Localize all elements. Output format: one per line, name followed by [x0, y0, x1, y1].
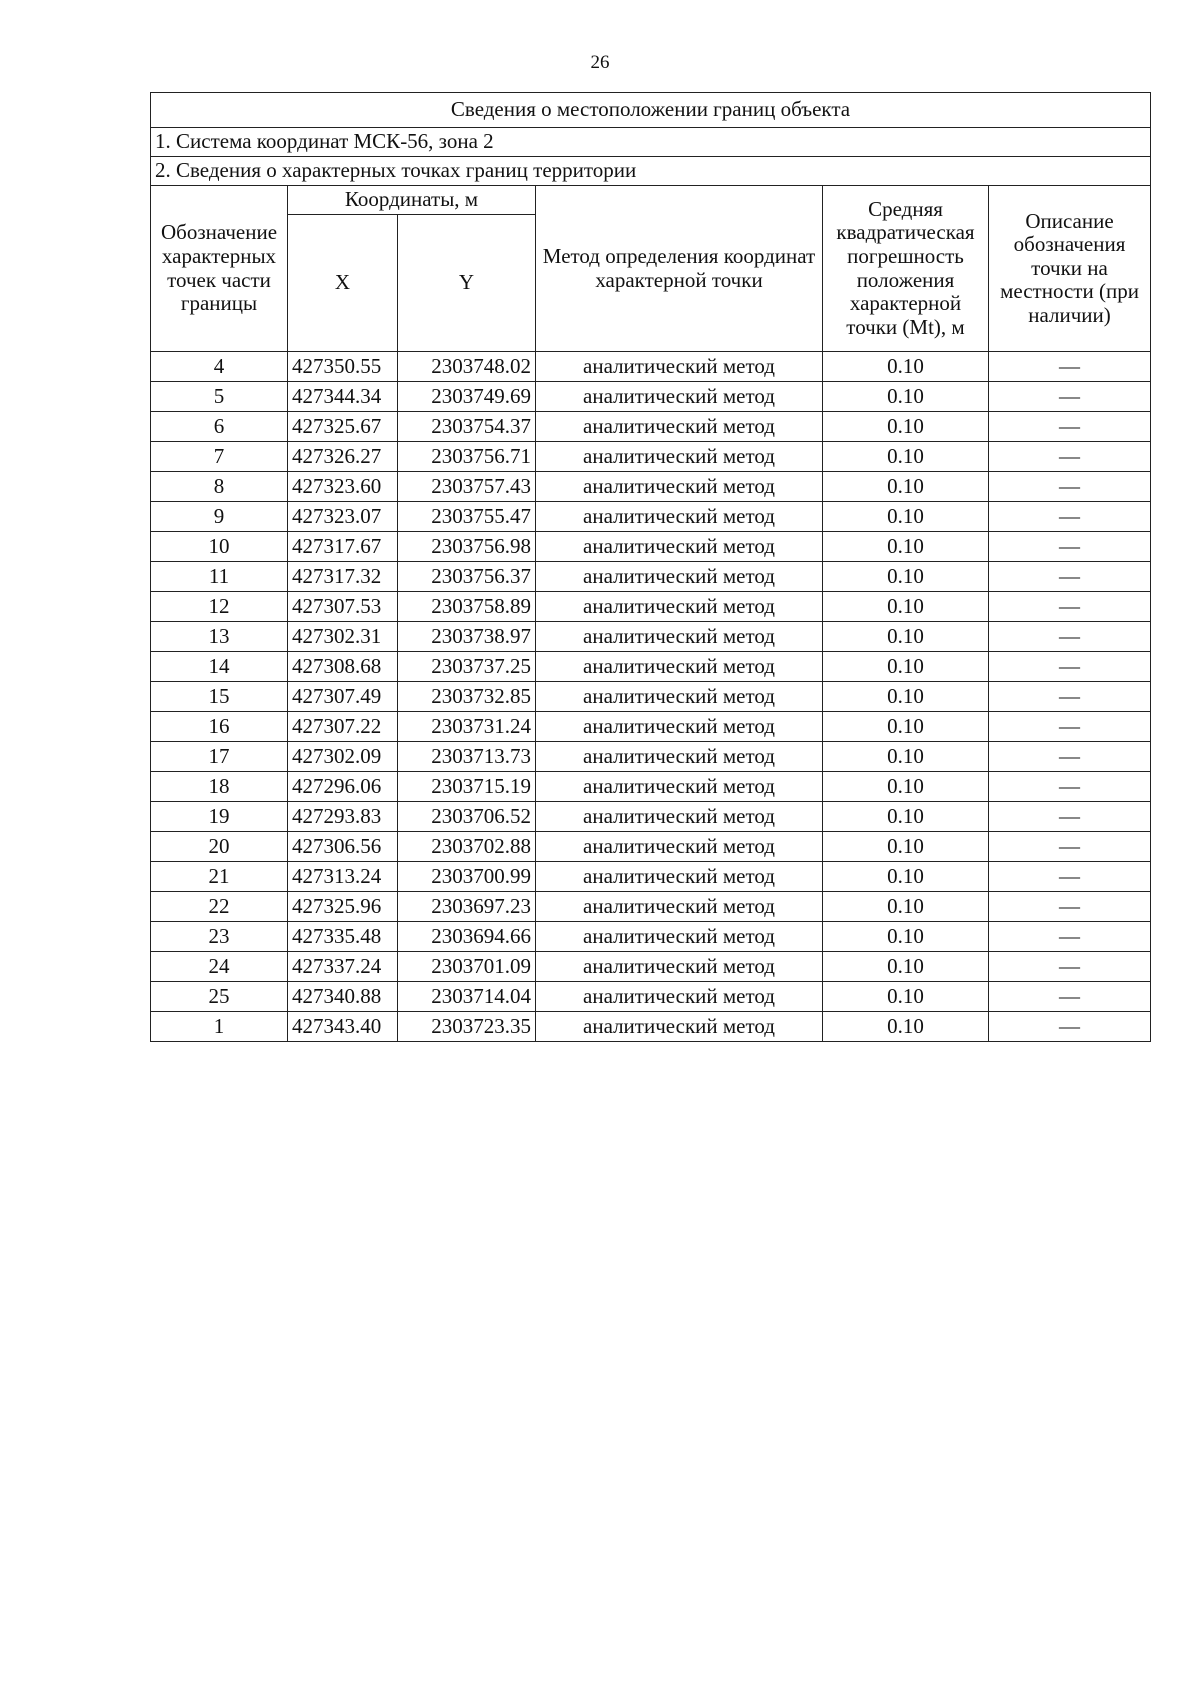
coordinate-system-line: 1. Система координат МСК-56, зона 2 — [151, 128, 1151, 157]
method-cell: аналитический метод — [536, 622, 823, 652]
description-cell: — — [989, 562, 1151, 592]
y-cell: 2303748.02 — [398, 352, 536, 382]
description-cell: — — [989, 652, 1151, 682]
description-cell: — — [989, 922, 1151, 952]
method-cell: аналитический метод — [536, 742, 823, 772]
y-cell: 2303732.85 — [398, 682, 536, 712]
y-cell: 2303756.98 — [398, 532, 536, 562]
y-cell: 2303755.47 — [398, 502, 536, 532]
table-row — [151, 652, 1151, 682]
point-cell: 10 — [151, 532, 288, 562]
section-line: 2. Сведения о характерных точках границ территории — [151, 157, 1151, 186]
point-cell: 5 — [151, 382, 288, 412]
description-cell: — — [989, 532, 1151, 562]
x-cell: 427317.67 — [288, 532, 398, 562]
x-cell: 427307.22 — [288, 712, 398, 742]
y-cell: 2303714.04 — [398, 982, 536, 1012]
point-cell: 4 — [151, 352, 288, 382]
method-cell: аналитический метод — [536, 502, 823, 532]
description-cell: — — [989, 502, 1151, 532]
method-cell: аналитический метод — [536, 382, 823, 412]
x-cell: 427343.40 — [288, 1012, 398, 1042]
point-cell: 12 — [151, 592, 288, 622]
table-row — [151, 712, 1151, 742]
point-cell: 19 — [151, 802, 288, 832]
point-cell: 1 — [151, 1012, 288, 1042]
table-row — [151, 982, 1151, 1012]
x-cell: 427306.56 — [288, 832, 398, 862]
table-row — [151, 832, 1151, 862]
y-cell: 2303713.73 — [398, 742, 536, 772]
point-cell: 21 — [151, 862, 288, 892]
table-row — [151, 532, 1151, 562]
description-cell: — — [989, 352, 1151, 382]
y-cell: 2303754.37 — [398, 412, 536, 442]
method-cell: аналитический метод — [536, 862, 823, 892]
header-point: Обозначение характерных точек части границы — [151, 186, 288, 352]
x-cell: 427317.32 — [288, 562, 398, 592]
description-cell: — — [989, 982, 1151, 1012]
mt-cell: 0.10 — [823, 952, 989, 982]
mt-cell: 0.10 — [823, 532, 989, 562]
mt-cell: 0.10 — [823, 352, 989, 382]
table-row — [151, 592, 1151, 622]
header-description: Описание обозначения точки на местности (при наличии) — [989, 186, 1151, 352]
mt-cell: 0.10 — [823, 742, 989, 772]
mt-cell: 0.10 — [823, 652, 989, 682]
x-cell: 427350.55 — [288, 352, 398, 382]
x-cell: 427293.83 — [288, 802, 398, 832]
point-cell: 16 — [151, 712, 288, 742]
y-cell: 2303694.66 — [398, 922, 536, 952]
point-cell: 7 — [151, 442, 288, 472]
table-row — [151, 382, 1151, 412]
method-cell: аналитический метод — [536, 532, 823, 562]
method-cell: аналитический метод — [536, 832, 823, 862]
y-cell: 2303702.88 — [398, 832, 536, 862]
table-row — [151, 472, 1151, 502]
point-cell: 22 — [151, 892, 288, 922]
table-row — [151, 442, 1151, 472]
point-cell: 13 — [151, 622, 288, 652]
mt-cell: 0.10 — [823, 712, 989, 742]
description-cell: — — [989, 622, 1151, 652]
header-method: Метод определения координат характерной точки — [536, 186, 823, 352]
method-cell: аналитический метод — [536, 712, 823, 742]
table-row — [151, 922, 1151, 952]
method-cell: аналитический метод — [536, 412, 823, 442]
y-cell: 2303701.09 — [398, 952, 536, 982]
x-cell: 427302.31 — [288, 622, 398, 652]
mt-cell: 0.10 — [823, 502, 989, 532]
table-row — [151, 772, 1151, 802]
table-body — [151, 352, 1151, 1042]
method-cell: аналитический метод — [536, 982, 823, 1012]
table-row — [151, 682, 1151, 712]
mt-cell: 0.10 — [823, 922, 989, 952]
description-cell: — — [989, 742, 1151, 772]
point-cell: 6 — [151, 412, 288, 442]
point-cell: 14 — [151, 652, 288, 682]
description-cell: — — [989, 442, 1151, 472]
table-row — [151, 1012, 1151, 1042]
method-cell: аналитический метод — [536, 922, 823, 952]
table-row — [151, 802, 1151, 832]
description-cell: — — [989, 472, 1151, 502]
y-cell: 2303723.35 — [398, 1012, 536, 1042]
method-cell: аналитический метод — [536, 772, 823, 802]
point-cell: 18 — [151, 772, 288, 802]
x-cell: 427337.24 — [288, 952, 398, 982]
table-row — [151, 742, 1151, 772]
description-cell: — — [989, 772, 1151, 802]
method-cell: аналитический метод — [536, 442, 823, 472]
method-cell: аналитический метод — [536, 352, 823, 382]
method-cell: аналитический метод — [536, 652, 823, 682]
mt-cell: 0.10 — [823, 562, 989, 592]
method-cell: аналитический метод — [536, 892, 823, 922]
point-cell: 20 — [151, 832, 288, 862]
mt-cell: 0.10 — [823, 832, 989, 862]
x-cell: 427344.34 — [288, 382, 398, 412]
mt-cell: 0.10 — [823, 442, 989, 472]
y-cell: 2303738.97 — [398, 622, 536, 652]
y-cell: 2303757.43 — [398, 472, 536, 502]
x-cell: 427325.96 — [288, 892, 398, 922]
description-cell: — — [989, 952, 1151, 982]
x-cell: 427307.53 — [288, 592, 398, 622]
y-cell: 2303700.99 — [398, 862, 536, 892]
mt-cell: 0.10 — [823, 982, 989, 1012]
y-cell: 2303706.52 — [398, 802, 536, 832]
mt-cell: 0.10 — [823, 412, 989, 442]
point-cell: 15 — [151, 682, 288, 712]
point-cell: 8 — [151, 472, 288, 502]
description-cell: — — [989, 412, 1151, 442]
mt-cell: 0.10 — [823, 1012, 989, 1042]
table-row — [151, 862, 1151, 892]
mt-cell: 0.10 — [823, 382, 989, 412]
header-y: Y — [398, 215, 536, 352]
mt-cell: 0.10 — [823, 892, 989, 922]
mt-cell: 0.10 — [823, 622, 989, 652]
x-cell: 427323.60 — [288, 472, 398, 502]
mt-cell: 0.10 — [823, 802, 989, 832]
point-cell: 24 — [151, 952, 288, 982]
description-cell: — — [989, 892, 1151, 922]
y-cell: 2303758.89 — [398, 592, 536, 622]
mt-cell: 0.10 — [823, 682, 989, 712]
x-cell: 427323.07 — [288, 502, 398, 532]
method-cell: аналитический метод — [536, 682, 823, 712]
y-cell: 2303756.37 — [398, 562, 536, 592]
header-x: X — [288, 215, 398, 352]
mt-cell: 0.10 — [823, 772, 989, 802]
point-cell: 25 — [151, 982, 288, 1012]
x-cell: 427307.49 — [288, 682, 398, 712]
table-row — [151, 412, 1151, 442]
mt-cell: 0.10 — [823, 472, 989, 502]
point-cell: 23 — [151, 922, 288, 952]
description-cell: — — [989, 832, 1151, 862]
x-cell: 427335.48 — [288, 922, 398, 952]
description-cell: — — [989, 712, 1151, 742]
description-cell: — — [989, 682, 1151, 712]
description-cell: — — [989, 802, 1151, 832]
description-cell: — — [989, 1012, 1151, 1042]
method-cell: аналитический метод — [536, 1012, 823, 1042]
mt-cell: 0.10 — [823, 592, 989, 622]
header-coordinates: Координаты, м — [288, 186, 536, 215]
method-cell: аналитический метод — [536, 592, 823, 622]
x-cell: 427302.09 — [288, 742, 398, 772]
table-row — [151, 952, 1151, 982]
method-cell: аналитический метод — [536, 472, 823, 502]
mt-cell: 0.10 — [823, 862, 989, 892]
x-cell: 427296.06 — [288, 772, 398, 802]
method-cell: аналитический метод — [536, 952, 823, 982]
x-cell: 427313.24 — [288, 862, 398, 892]
method-cell: аналитический метод — [536, 562, 823, 592]
boundary-points-table — [150, 92, 1151, 1042]
table-row — [151, 562, 1151, 592]
y-cell: 2303749.69 — [398, 382, 536, 412]
y-cell: 2303756.71 — [398, 442, 536, 472]
x-cell: 427308.68 — [288, 652, 398, 682]
point-cell: 9 — [151, 502, 288, 532]
table-row — [151, 352, 1151, 382]
description-cell: — — [989, 382, 1151, 412]
table-row — [151, 892, 1151, 922]
y-cell: 2303731.24 — [398, 712, 536, 742]
y-cell: 2303737.25 — [398, 652, 536, 682]
point-cell: 11 — [151, 562, 288, 592]
table-title: Сведения о местоположении границ объекта — [151, 93, 1151, 128]
description-cell: — — [989, 862, 1151, 892]
x-cell: 427326.27 — [288, 442, 398, 472]
method-cell: аналитический метод — [536, 802, 823, 832]
table-row — [151, 622, 1151, 652]
description-cell: — — [989, 592, 1151, 622]
y-cell: 2303697.23 — [398, 892, 536, 922]
y-cell: 2303715.19 — [398, 772, 536, 802]
point-cell: 17 — [151, 742, 288, 772]
page-number: 26 — [590, 52, 610, 73]
table-row — [151, 502, 1151, 532]
header-mt: Средняя квадратическая погрешность положения характерной точки (Mt), м — [823, 186, 989, 352]
x-cell: 427325.67 — [288, 412, 398, 442]
x-cell: 427340.88 — [288, 982, 398, 1012]
